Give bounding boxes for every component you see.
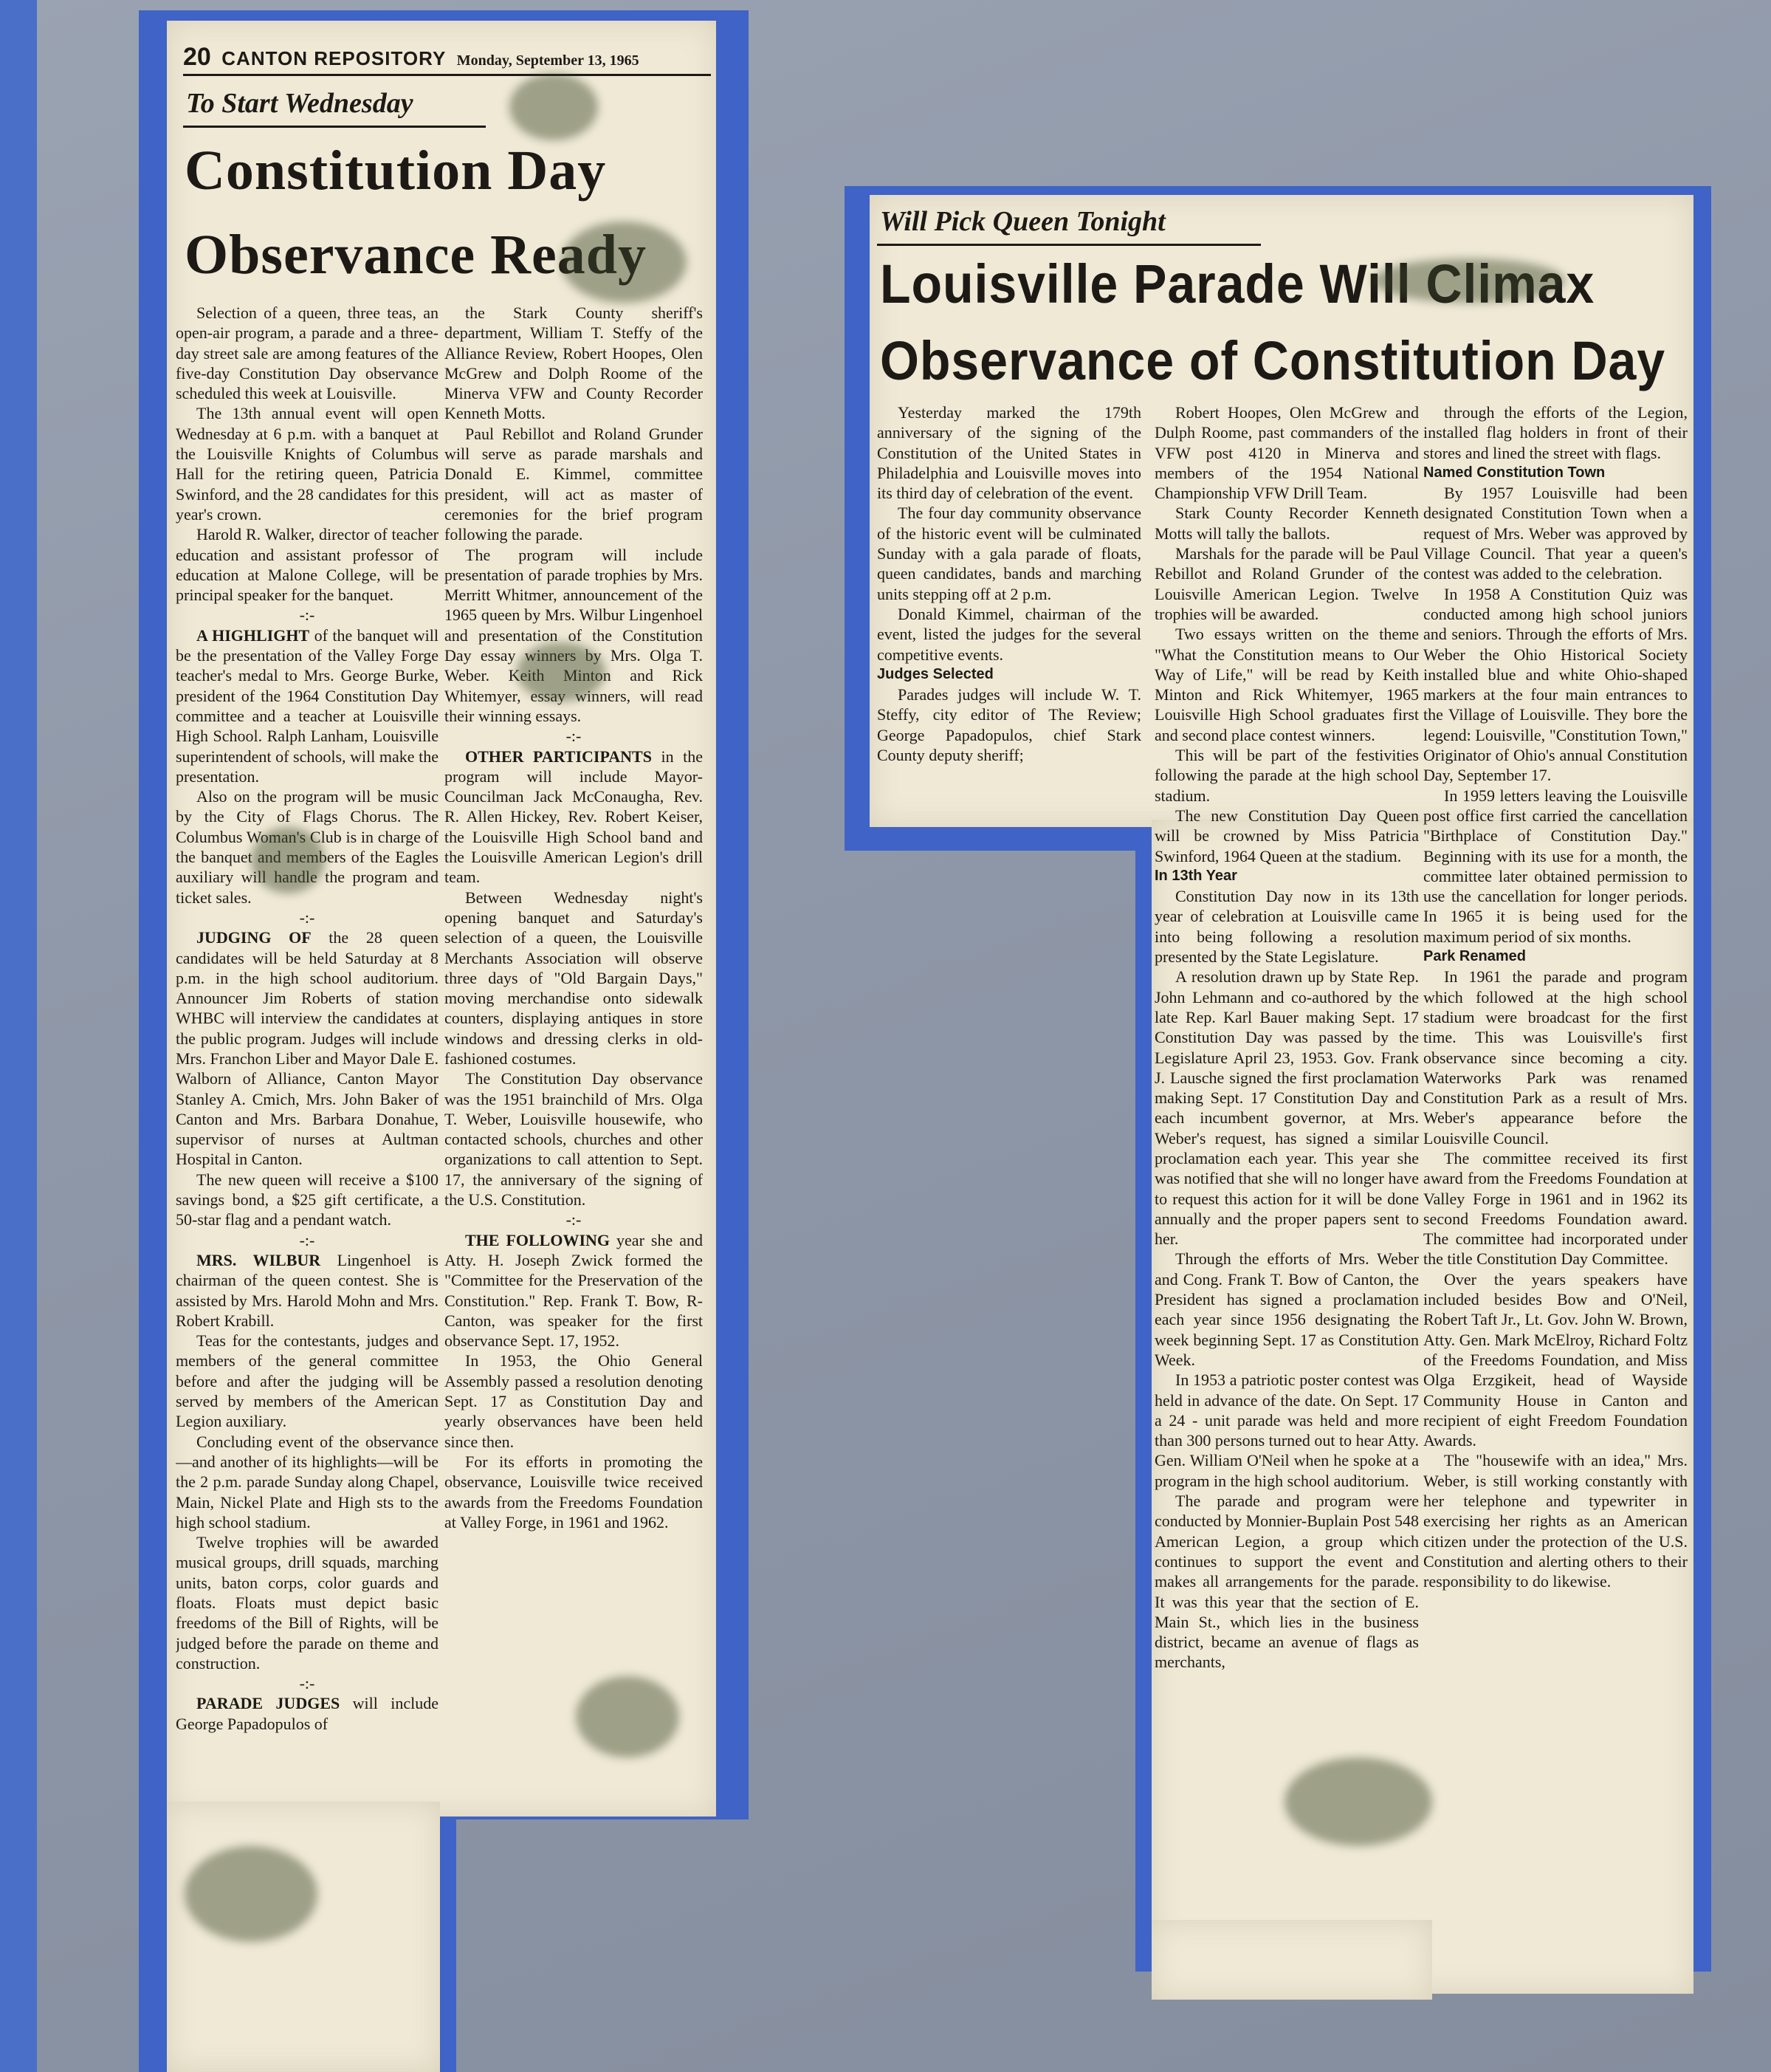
stain bbox=[561, 222, 687, 303]
article-paragraph: In 1961 the parade and program which followed at the high school stadium were broadcast for the first time. This was Louisville's first observance since becoming a city. Waterworks Park was renamed Constitution Park as a result of Mrs. Weber's appearance before the Louisville Council. bbox=[1423, 967, 1688, 1148]
subheading: In 13th Year bbox=[1155, 867, 1237, 884]
article-paragraph: Paul Rebillot and Roland Grunder will serve as parade marshals and Donald E. Kimmel, committee president, will act as master of ceremonies for the brief program following the parade. bbox=[444, 424, 703, 544]
article-paragraph: Selection of a queen, three teas, an open-air program, a parade and a three-day street sale are among features of the five-day Constitution Day observance scheduled this week at Louisville. bbox=[176, 303, 439, 403]
paragraph-text: of the banquet will be the presentation of the Valley Forge teacher's medal to Mrs. George Burke, president of the 1964 Constitution Day committee and a teacher at Louisville High School. Ralph Lanham, Louisville superintendent of schools, will make the presentation. bbox=[176, 625, 439, 786]
paragraph-lead-in: JUDGING OF bbox=[196, 928, 312, 947]
article-paragraph: The committee received its first award from the Freedoms Foundation at Valley Forge in 1961 and in 1962 its second Freedoms Foundation award. The committee had incorporated under the title Constitution Day Committee. bbox=[1423, 1148, 1688, 1269]
article-paragraph: Robert Hoopes, Olen McGrew and Dulph Roome, past commanders of the VFW post 4120 in Minerva and members of the 1954 National Championship VFW Drill Team. bbox=[1155, 403, 1419, 503]
right-kicker: Will Pick Queen Tonight bbox=[880, 206, 1166, 237]
article-paragraph: This will be part of the festivities following the parade at the high school stadium. bbox=[1155, 746, 1419, 805]
article-paragraph: In 1953 a patriotic poster contest was held in advance of the date. On Sept. 17 a 24 - unit parade was held and more than 300 persons turned out to hear Atty. Gen. William O'Neil when he spoke at a program in the high school auditorium. bbox=[1155, 1371, 1419, 1490]
paragraph-lead-in: PARADE JUDGES bbox=[196, 1694, 340, 1713]
article-paragraph: For its efforts in promoting the observance, Louisville twice received awards from the Freedoms Foundation at Valley Forge, in 1961 and 1962. bbox=[444, 1452, 703, 1531]
article-paragraph bbox=[176, 1693, 439, 1734]
article-paragraph: The Constitution Day observance was the 1951 brainchild of Mrs. Olga T. Weber, Louisville housewife, who contacted schools, churches and other organizations to call attention to Sept. 17, the anniversary of the signing of the U.S. Constitution. bbox=[444, 1069, 703, 1210]
masthead-name: CANTON REPOSITORY bbox=[221, 47, 447, 69]
article-paragraph: Marshals for the parade will be Paul Rebillot and Roland Grunder of the Louisville American Legion. Twelve trophies will be awarded. bbox=[1155, 544, 1419, 623]
left-kicker-rule bbox=[183, 126, 486, 128]
right-article-column-3 bbox=[1423, 402, 1688, 1953]
article-paragraph: The four day community observance of the historic event will be culminated Sunday with a gala parade of floats, queen candidates, bands and marching units stepping off at 2 p.m. bbox=[877, 504, 1141, 603]
paragraph-text: the 28 queen candidates will be held Saturday at 8 p.m. in the high school auditorium. Announcer Jim Roberts of station WHBC will interview the candidates at the public program. Judges will include Mrs. Franchon Liber and Mayor Dale E. Walborn of Alliance, Canton Mayor Stanley A. Cmich, Mrs. John Baker of Canton and Mrs. Barbara Donahue, supervisor of nurses at Aultman Hospital in Canton. bbox=[176, 928, 439, 1169]
article-paragraph: In 1959 letters leaving the Louisville post office first carried the cancellation "Birthplace of Constitution Day." Beginning with its use for a month, the committee later obtained permission to use the cancellation for longer periods. In 1965 it is being used for the maximum period of six months. bbox=[1423, 786, 1688, 946]
page-number: 20 bbox=[183, 43, 211, 71]
left-kicker: To Start Wednesday bbox=[186, 88, 413, 119]
article-paragraph bbox=[444, 747, 703, 888]
article-paragraph: Over the years speakers have included besides Bow and O'Neil, Robert Taft Jr., Lt. Gov. John W. Brown, Atty. Gen. Mark McElroy, Richard Foltz of the Freedoms Foundation, and Miss Olga Erzgikeit, head of Wayside Community House in Canton and recipient of eight Freedom Foundation Awards. bbox=[1423, 1269, 1688, 1450]
article-paragraph: Also on the program will be music by the City of Flags Chorus. The Columbus Woman's Club is in charge of the banquet and members of the Eagles auxiliary will handle the program and ticket sales. bbox=[176, 787, 439, 907]
subheading: Judges Selected bbox=[877, 665, 994, 682]
section-separator: -:- bbox=[299, 908, 315, 927]
article-paragraph bbox=[176, 625, 439, 786]
left-headline-line1: Constitution Day bbox=[185, 140, 607, 202]
article-paragraph bbox=[176, 1250, 439, 1331]
article-paragraph: A resolution drawn up by State Rep. John Lehmann and co-authored by the late Rep. Karl Bauer making Sept. 17 Constitution Day was passed by the Legislature April 23, 1953. Gov. Frank J. Lausche signed the first proclamation making Sept. 17 Constitution Day and each incumbent governor, at Mrs. Weber's request, has signed a similar proclamation each year. This year she was notified that she will no longer have to request this action for it will be done annually and the proper papers sent to her. bbox=[1155, 967, 1419, 1249]
paragraph-text: Lingenhoel is chairman of the queen contest. She is assisted by Mrs. Harold Mohn and Mrs. Robert Krabill. bbox=[176, 1250, 439, 1330]
article-paragraph: The new queen will receive a $100 savings bond, a $25 gift certificate, a 50-star flag and a pendant watch. bbox=[176, 1170, 439, 1229]
stain bbox=[185, 1846, 317, 1942]
section-separator: -:- bbox=[299, 606, 315, 625]
article-paragraph: The parade and program were conducted by Monnier-Buplain Post 548 American Legion, a group which continues to support the event and makes all arrangements for the parade. It was this year that the section of E. Main St., which lies in the business district, became an avenue of flags as merchants, bbox=[1155, 1492, 1419, 1672]
article-paragraph: Through the efforts of Mrs. Weber and Cong. Frank T. Bow of Canton, the President has signed a proclamation each year since 1956 designating the week beginning Sept. 17 as Constitution Week. bbox=[1155, 1249, 1419, 1369]
section-separator: -:- bbox=[299, 1230, 315, 1249]
right-article-column-1 bbox=[877, 402, 1141, 823]
masthead-date: Monday, September 13, 1965 bbox=[456, 52, 639, 69]
article-paragraph: Donald Kimmel, chairman of the event, listed the judges for the several competitive events. bbox=[877, 604, 1141, 664]
stain bbox=[517, 642, 605, 701]
masthead-rule bbox=[183, 74, 711, 76]
left-clipping-masthead bbox=[183, 43, 715, 72]
section-separator: -:- bbox=[299, 1674, 315, 1693]
article-paragraph bbox=[444, 1230, 703, 1351]
article-paragraph: Between Wednesday night's opening banquet and Saturday's selection of a queen, the Louisville Merchants Association will observe three days of "Old Bargain Days," moving merchandise onto sidewalk counters, displaying antiques in store windows and dressing clerks in old-fashioned costumes. bbox=[444, 888, 703, 1068]
article-paragraph: Stark County Recorder Kenneth Motts will tally the ballots. bbox=[1155, 504, 1419, 543]
left-article-column-2 bbox=[444, 303, 703, 1809]
article-paragraph: Twelve trophies will be awarded musical groups, drill squads, marching units, baton corps, color guards and floats. Floats must depict basic freedoms of the Bill of Rights, will be judged before the parade on theme and construction. bbox=[176, 1533, 439, 1673]
paragraph-lead-in: A HIGHLIGHT bbox=[196, 625, 310, 645]
left-headline-line2: Observance Ready bbox=[185, 224, 647, 286]
stain bbox=[251, 827, 325, 893]
article-paragraph: In 1958 A Constitution Quiz was conducted among high school juniors and seniors. Through the efforts of Mrs. Weber the Ohio Historical Society installed blue and white Ohio-shaped markers at the four main entrances to the Village of Louisville. They bore the legend: Louisville, "Constitution Town," Originator of Ohio's annual Constitution Day, September 17. bbox=[1423, 584, 1688, 785]
article-paragraph: Harold R. Walker, director of teacher education and assistant professor of education at Malone College, will be principal speaker for the banquet. bbox=[176, 525, 439, 605]
article-paragraph: The program will include presentation of parade trophies by Mrs. Merritt Whitmer, announcement of the 1965 queen by Mrs. Wilbur Lingenhoel and presentation of the Constitution Day essay winners by Mrs. Olga T. Weber. Keith Minton and Rick Whitemyer, essay winners, will read their winning essays. bbox=[444, 545, 703, 725]
article-paragraph: Parades judges will include W. T. Steffy, city editor of The Review; George Papadopulos, chief Stark County deputy sheriff; bbox=[877, 685, 1141, 765]
article-paragraph: Teas for the contestants, judges and members of the general committee before and after the judging will be served by members of the American Legion auxiliary. bbox=[176, 1331, 439, 1431]
paragraph-lead-in: OTHER PARTICIPANTS bbox=[465, 747, 652, 766]
article-paragraph: Concluding event of the observance—and another of its highlights—will be the 2 p.m. parade Sunday along Chapel, Main, Nickel Plate and High sts to the high school stadium. bbox=[176, 1432, 439, 1531]
paragraph-text: in the program will include Mayor-Councilman Jack McConaugha, Rev. R. Allen Hickey, Rev. Robert Keiser, the Louisville High School band and the Louisville American Legion's drill team. bbox=[444, 747, 703, 887]
section-separator: -:- bbox=[565, 727, 582, 746]
article-paragraph: The "housewife with an idea," Mrs. Weber, is still working constantly with her telephone and typewriter in exercising her rights as an American citizen under the protection of the U.S. Constitution and alerting others to their responsibility to do likewise. bbox=[1423, 1451, 1688, 1591]
paragraph-text: year she and Atty. H. Joseph Zwick formed the "Committee for the Preservation of the Constitution." Rep. Frank T. Bow, R-Canton, was speaker for the first observance Sept. 17, 1952. bbox=[444, 1230, 703, 1351]
subheading: Park Renamed bbox=[1423, 948, 1526, 965]
right-article-column-2 bbox=[1155, 402, 1419, 1997]
stain bbox=[1373, 258, 1565, 303]
right-headline-line2: Observance of Constitution Day bbox=[880, 330, 1666, 391]
article-paragraph: By 1957 Louisville had been designated Constitution Town when a request of Mrs. Weber was approved by Village Council. That year a queen's contest was added to the celebration. bbox=[1423, 484, 1688, 583]
article-paragraph: Yesterday marked the 179th anniversary of the signing of the Constitution of the United States in Philadelphia and Louisville moves into its third day of celebration of the event. bbox=[877, 403, 1141, 503]
section-separator: -:- bbox=[565, 1210, 582, 1229]
paragraph-text: will include George Papadopulos of bbox=[176, 1694, 439, 1733]
left-article-column-1 bbox=[176, 303, 439, 2072]
article-paragraph: Two essays written on the theme "What the Constitution means to Our Way of Life," will be read by Keith Minton and Rick Whitemyer, 1965 Louisville High School graduates first and second place contest winners. bbox=[1155, 625, 1419, 744]
stain bbox=[576, 1676, 679, 1757]
right-headline-line1: Louisville Parade Will Climax bbox=[880, 253, 1595, 315]
subheading: Named Constitution Town bbox=[1423, 464, 1606, 481]
article-paragraph: Constitution Day now in its 13th year of celebration at Louisville came into being following a resolution presented by the State Legislature. bbox=[1155, 887, 1419, 967]
paragraph-lead-in: MRS. WILBUR bbox=[196, 1250, 321, 1269]
article-paragraph: The new Constitution Day Queen will be crowned by Miss Patricia Swinford, 1964 Queen at the stadium. bbox=[1155, 806, 1419, 865]
article-paragraph: the Stark County sheriff's department, William T. Steffy of the Alliance Review, Robert Hoopes, Olen McGrew and Dolph Roome of the Minerva VFW and County Recorder Kenneth Motts. bbox=[444, 303, 703, 423]
article-paragraph: In 1953, the Ohio General Assembly passed a resolution denoting Sept. 17 as Constitution Day and yearly observances have been held since then. bbox=[444, 1351, 703, 1451]
stain bbox=[1285, 1757, 1432, 1846]
article-paragraph bbox=[176, 927, 439, 1170]
article-paragraph: The 13th annual event will open Wednesday at 6 p.m. with a banquet at the Louisville Knights of Columbus Hall for the retiring queen, Patricia Swinford, and the 28 candidates for this year's crown. bbox=[176, 404, 439, 524]
scrapbook-left-edge bbox=[0, 0, 37, 2072]
article-paragraph: through the efforts of the Legion, installed flag holders in front of their stores and lined the street with flags. bbox=[1423, 403, 1688, 462]
paragraph-lead-in: THE FOLLOWING bbox=[465, 1230, 611, 1249]
right-kicker-rule bbox=[877, 244, 1261, 246]
stain bbox=[509, 74, 598, 140]
